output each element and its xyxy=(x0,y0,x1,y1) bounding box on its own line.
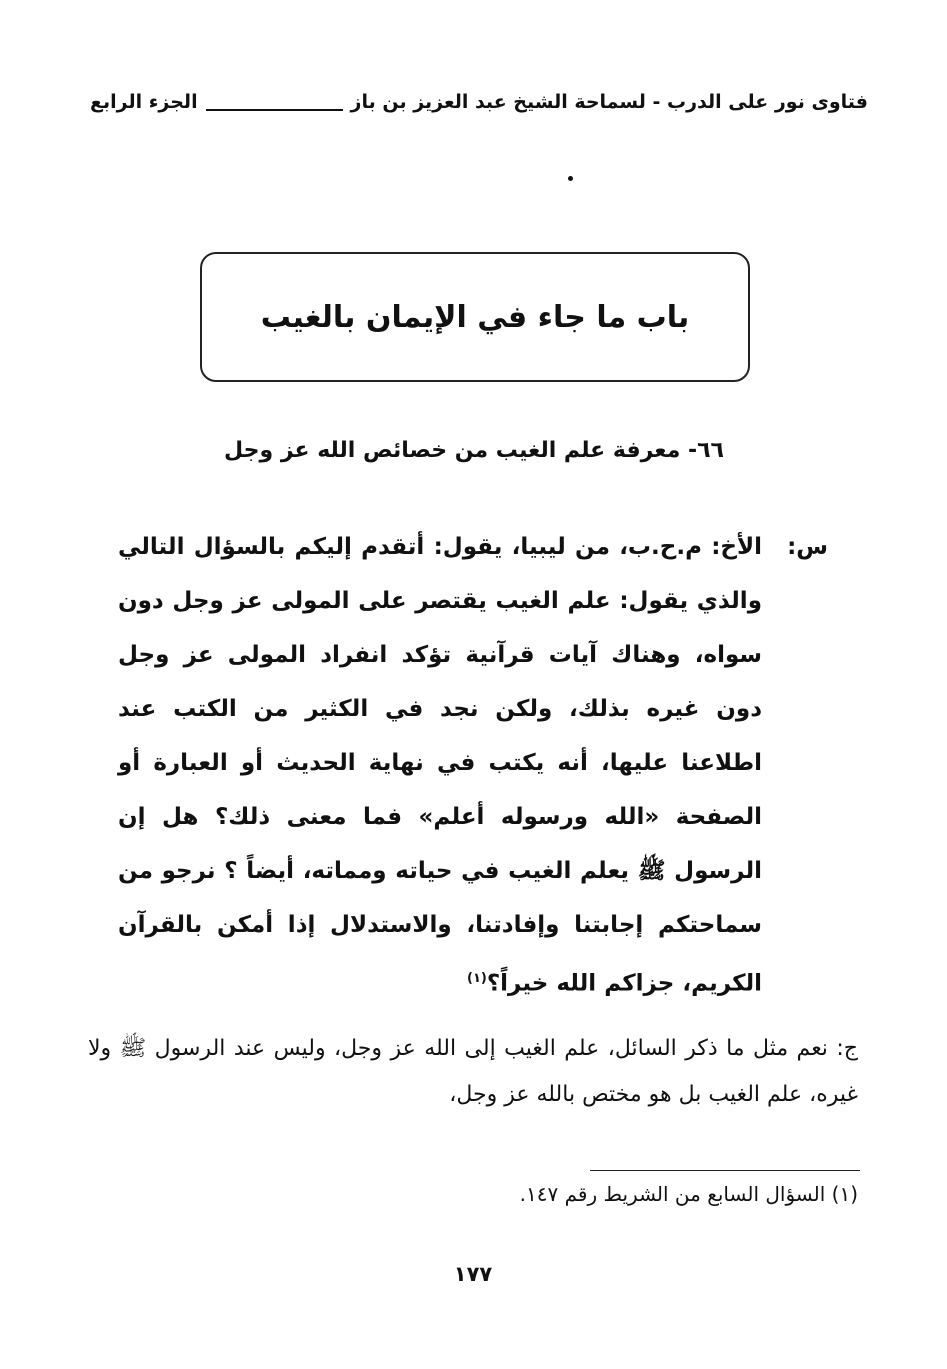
question-text-wrap xyxy=(118,520,762,1011)
footnote-reference: (١) xyxy=(466,971,487,986)
chapter-title-box xyxy=(200,252,750,382)
question-text: الأخ: م.ح.ب، من ليبيا، يقول: أتقدم إليكم بالسؤال التالي والذي يقول: علم الغيب يقتصر على المولى عز وجل دون سواه، وهناك آيات قرآنية تؤكد انفراد المولى عز وجل دون غيره بذلك، ولكن نجد في الكثير من الكتب عند اطلاعنا عليها، أنه يكتب في نهاية الحديث أو العبارة أو الصفحة «الله ورسوله أعلم» فما معنى ذلك؟ هل إن الرسول ﷺ يعلم الغيب في حياته ومماته، أيضاً ؟ نرجو من سماحتكم إجابتنا وإفادتنا، والاستدلال إذا أمكن بالقرآن الكريم، جزاكم الله خيراً؟ xyxy=(118,534,762,997)
header-volume: الجزء الرابع xyxy=(90,91,198,113)
page-number: ١٧٧ xyxy=(453,1262,493,1286)
section-title: ٦٦- معرفة علم الغيب من خصائص الله عز وجل xyxy=(224,438,724,463)
header-rule xyxy=(206,109,343,111)
running-header xyxy=(90,82,868,122)
decorative-dot xyxy=(568,176,573,181)
question-block xyxy=(118,520,828,1011)
footnote-separator xyxy=(590,1170,860,1171)
footnote: (١) السؤال السابع من الشريط رقم ١٤٧. xyxy=(519,1182,858,1206)
question-marker: س: xyxy=(787,534,828,560)
header-book-title: فتاوى نور على الدرب - لسماحة الشيخ عبد العزيز بن باز xyxy=(350,91,868,113)
answer-text: ج: نعم مثل ما ذكر السائل، علم الغيب إلى الله عز وجل، وليس عند الرسول ﷺ ولا غيره، علم الغيب بل هو مختص بالله عز وجل، xyxy=(88,1036,858,1107)
chapter-title: باب ما جاء في الإيمان بالغيب xyxy=(260,299,690,335)
